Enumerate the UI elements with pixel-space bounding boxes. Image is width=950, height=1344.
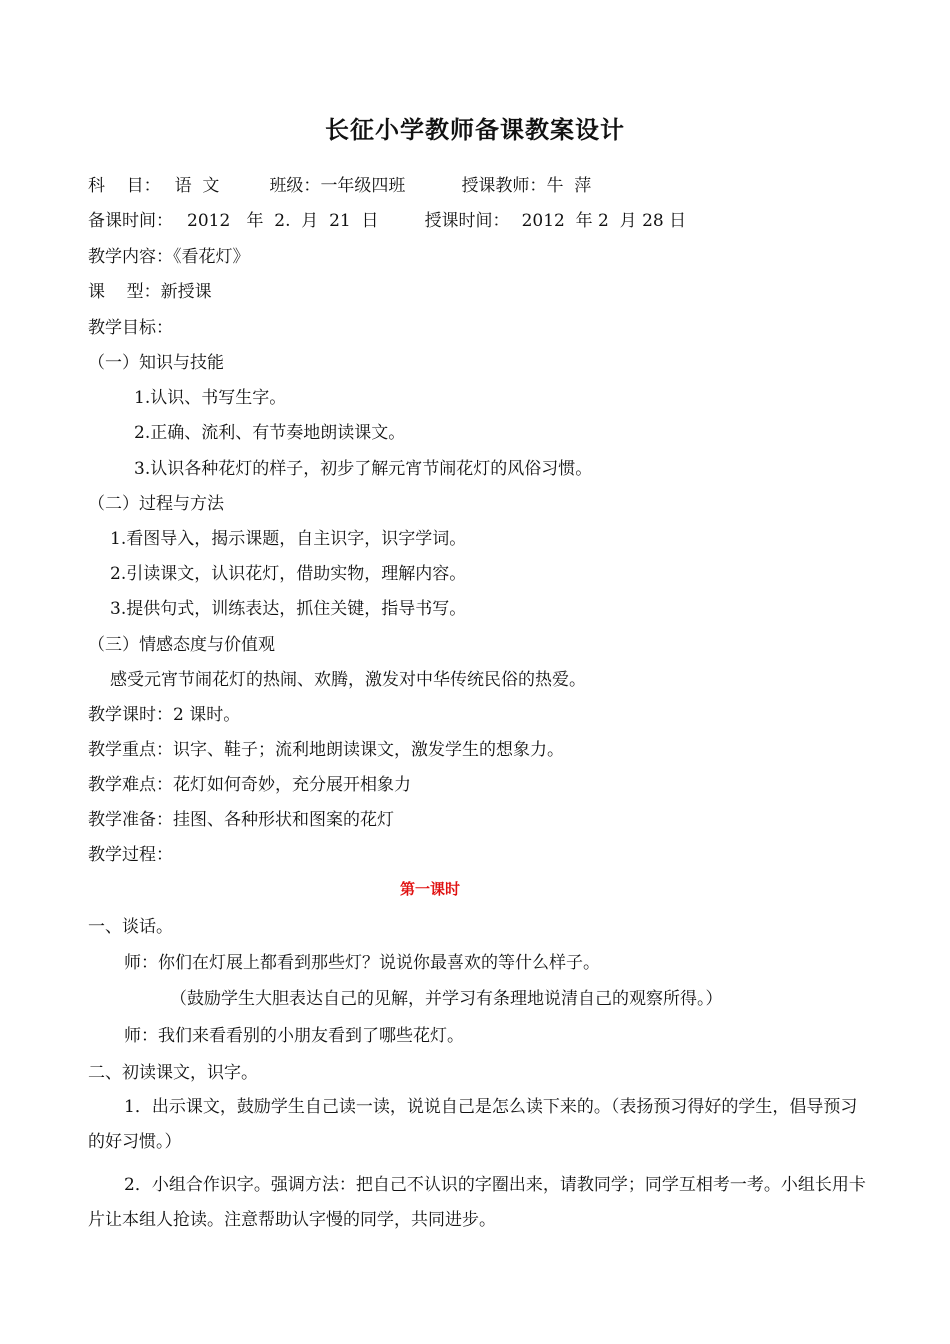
goal-section-1-title: （一）知识与技能	[88, 353, 224, 373]
step2-title: 二、初读课文，识字。	[88, 1063, 258, 1083]
process-label: 教学过程：	[88, 845, 173, 865]
subject-row	[88, 175, 591, 197]
step2-item: 1．出示课文，鼓励学生自己读一读，说说自己是怎么读下来的。（表扬预习得好的学生，倡导预习的好习惯。）	[88, 1097, 858, 1152]
prep-time-label: 备课时间：	[88, 211, 173, 231]
goal-item: 2.引读课文，认识花灯，借助实物，理解内容。	[110, 564, 467, 584]
class-value: 一年级四班	[320, 176, 406, 196]
goal-section-3-title: （三）情感态度与价值观	[88, 635, 275, 655]
goal-section-2-title: （二）过程与方法	[88, 494, 224, 514]
goal-item: 3.提供句式，训练表达，抓住关键，指导书写。	[110, 599, 467, 619]
type-value: 新授课	[160, 282, 212, 302]
teacher-value: 牛 萍	[546, 176, 592, 196]
content-value: 《看花灯》	[173, 247, 250, 267]
content-label: 教学内容：	[88, 247, 173, 267]
teacher-label: 授课教师：	[461, 176, 547, 196]
key-points: 教学重点：识字、鞋子；流利地朗读课文，激发学生的想象力。	[88, 740, 564, 760]
preparation: 教学准备：挂图、各种形状和图案的花灯	[88, 810, 394, 830]
type-row	[88, 281, 212, 303]
goal-item: 1.认识、书写生字。	[134, 388, 287, 408]
lesson-heading: 第一课时	[399, 880, 460, 898]
teaching-hours: 教学课时：2 课时。	[88, 705, 241, 725]
prep-time-value: 2012 年 2. 月 21 日	[187, 211, 379, 231]
goal-item: 3.认识各种花灯的样子，初步了解元宵节闹花灯的风俗习惯。	[134, 459, 593, 479]
class-label: 班级：	[269, 176, 321, 196]
time-row	[88, 210, 686, 232]
document-title: 长征小学教师备课教案设计	[325, 115, 625, 144]
teach-time-label: 授课时间：	[424, 211, 510, 231]
goal-item: 1.看图导入，揭示课题，自主识字，识字学词。	[110, 529, 467, 549]
step1-line: （鼓励学生大胆表达自己的见解，并学习有条理地说清自己的观察所得。）	[170, 989, 723, 1009]
step2-item: 2．小组合作识字。强调方法：把自己不认识的字圈出来，请教同学；同学互相考一考。小组长用卡片让本组人抢读。注意帮助认字慢的同学，共同进步。	[88, 1175, 866, 1230]
step1-line: 师：我们来看看别的小朋友看到了哪些花灯。	[124, 1026, 464, 1046]
step1-line: 师：你们在灯展上都看到那些灯？说说你最喜欢的等什么样子。	[124, 953, 600, 973]
goal-section-3-text: 感受元宵节闹花灯的热闹、欢腾，激发对中华传统民俗的热爱。	[110, 670, 586, 690]
goal-item: 2.正确、流利、有节奏地朗读课文。	[134, 423, 406, 443]
step1-title: 一、谈话。	[88, 917, 173, 937]
teach-time-value: 2012 年 2 月 28 日	[521, 211, 687, 231]
difficulty: 教学难点：花灯如何奇妙，充分展开相象力	[88, 775, 411, 795]
type-label: 课 型：	[88, 282, 161, 302]
subject-value: 语 文	[174, 176, 220, 196]
goals-label: 教学目标：	[88, 318, 173, 338]
subject-label: 科 目：	[88, 176, 161, 196]
content-row	[88, 246, 250, 268]
